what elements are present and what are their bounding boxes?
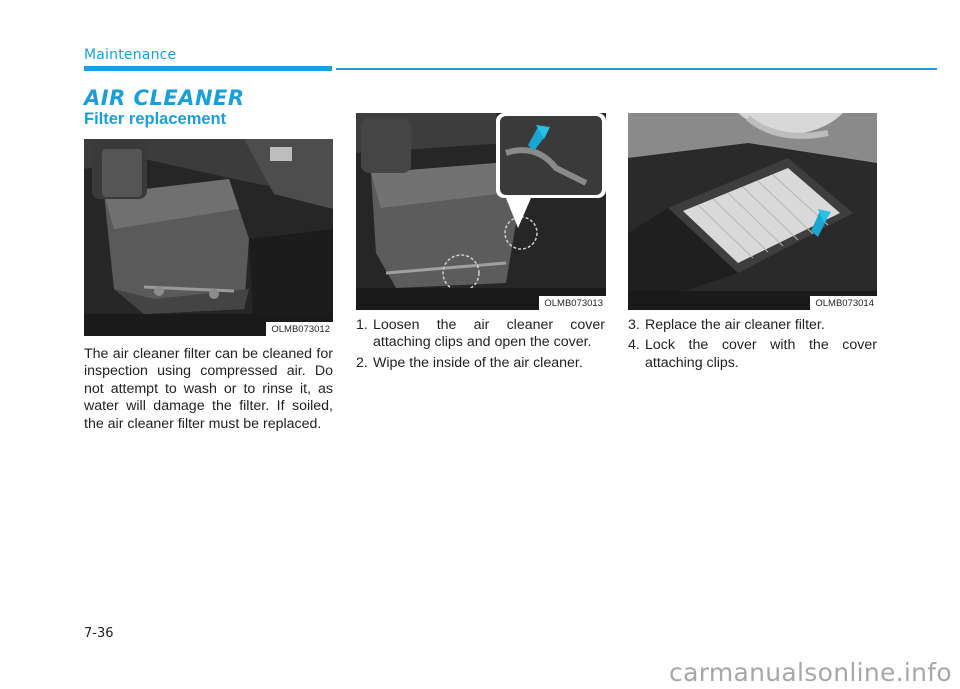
- filter-replace-photo: [628, 113, 877, 310]
- header-rule-thin: [336, 68, 937, 70]
- figure-caption: OLMB073013: [539, 296, 606, 310]
- step-number: 2.: [356, 354, 368, 371]
- figure-clips-loosen: [356, 113, 606, 310]
- steps-column-3: [628, 317, 877, 375]
- step-text: Wipe the inside of the air cleaner.: [373, 354, 583, 371]
- step-number: 4.: [628, 337, 640, 354]
- figure-caption: OLMB073012: [266, 322, 333, 336]
- air-cleaner-photo: [84, 139, 333, 336]
- air-cleaner-clips-photo: [356, 113, 606, 310]
- site-watermark[interactable]: carmanualsonline.info: [669, 658, 952, 687]
- intro-text: The air cleaner filter can be cleaned for inspection using compressed air. Do not attempt to wash or to rinse it, as water will damage the filter. If soiled, the air cleaner filter must be replaced.: [84, 346, 333, 432]
- step-text: Loosen the air cleaner cover attaching clips and open the cover.: [373, 317, 605, 351]
- step-text: Lock the cover with the cover attaching clips.: [645, 337, 877, 371]
- figure-filter-replace: [628, 113, 877, 310]
- step-number: 3.: [628, 317, 640, 333]
- page-number: 7-36: [84, 626, 114, 641]
- section-label: Maintenance: [84, 47, 177, 63]
- header-rule-thick: [84, 66, 332, 71]
- step-text: Replace the air cleaner filter.: [645, 317, 825, 333]
- page-title: AIR CLEANER: [84, 86, 245, 110]
- step-item: [356, 317, 605, 352]
- step-item: [356, 355, 605, 372]
- step-number: 1.: [356, 317, 368, 333]
- section-subtitle: Filter replacement: [84, 110, 227, 128]
- steps-column-2: [356, 317, 605, 375]
- intro-paragraph: [84, 346, 333, 433]
- figure-engine-air-cleaner: [84, 139, 333, 336]
- step-item: [628, 317, 877, 334]
- figure-caption: OLMB073014: [810, 296, 877, 310]
- step-item: [628, 337, 877, 372]
